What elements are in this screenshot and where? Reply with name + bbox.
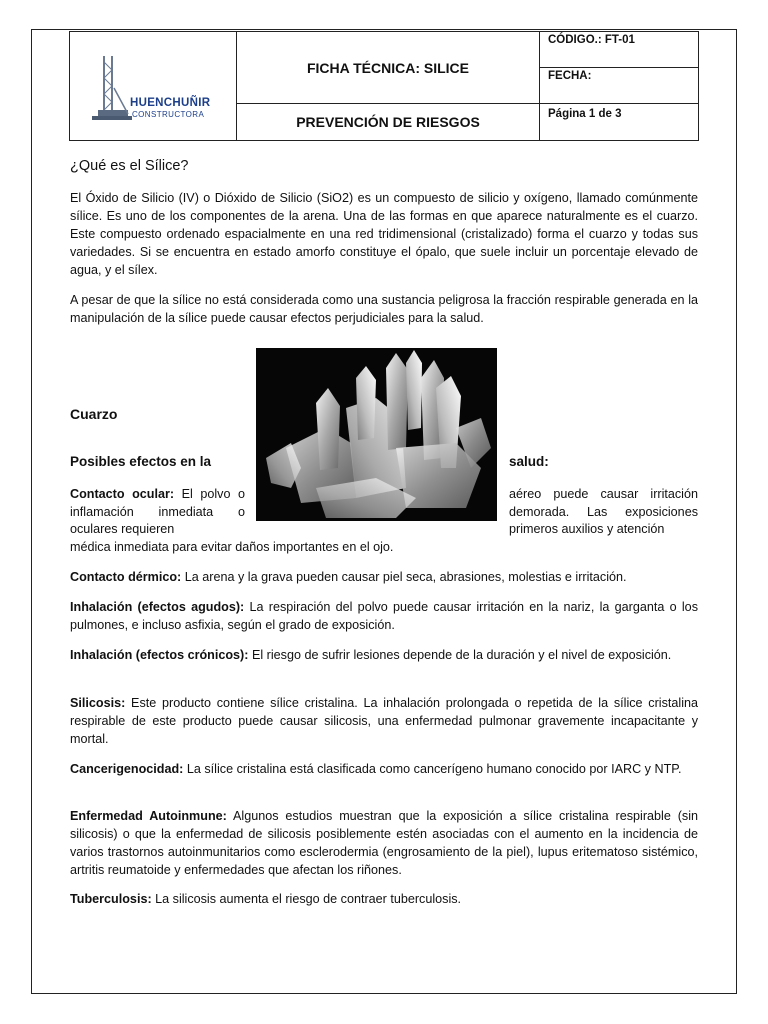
effects-heading-left: Posibles efectos en la [70,454,212,469]
effect-text: La respiración del polvo puede causar irritación en la nariz, la garganta o los pulmones, e incluso asfixia, según el grado de exposición. [70,600,698,632]
header-table [69,31,699,141]
effect-text: La silicosis aumenta el riesgo de contraer tuberculosis. [151,892,462,906]
ocular-left-body: El polvo o inflamación inmediata o oculares requieren [70,487,245,536]
quartz-crystal-image [256,348,497,521]
effect-label: Cancerigenocidad: [70,762,184,776]
effect-inhalacion-agudos [70,598,698,634]
intro-heading: ¿Qué es el Sílice? [70,158,189,174]
effects-heading-right: salud: [509,454,549,469]
logo-cell [70,32,237,141]
quartz-crystal-drawing [256,348,497,521]
effect-label: Contacto dérmico: [70,570,182,584]
meta-stack [540,32,699,104]
effect-text: La arena y la grava pueden causar piel seca, abrasiones, molestias e irritación. [181,570,627,584]
ocular-left-text [70,486,245,539]
effect-text: Algunos estudios muestran que la exposición a sílice cristalina respirable (sin silicosis) o que la enfermedad de silicosis posiblemente estén asociadas con el aumento en la incidencia de varios trastornos autoinmunitarios como esclerodermia (engrosamiento de la piel), lupus eritematoso sistémico, artritis reumatoide y enfermedades que afectan los riñones. [70,809,698,877]
effect-label: Silicosis: [70,696,126,710]
effect-tuberculosis [70,890,698,908]
effect-text: El riesgo de sufrir lesiones depende de la duración y el nivel de exposición. [248,648,672,662]
cuarzo-heading: Cuarzo [70,406,118,422]
effect-text: Este producto contiene sílice cristalina. La inhalación prolongada o repetida de la sílice cristalina respirable de este producto puede causar silicosis, una enfermedad pulmonar gravemente incapacitante y mortal. [70,696,698,746]
effect-silicosis [70,694,698,748]
company-logo [92,48,212,126]
logo-name: HUENCHUÑIR [130,97,211,109]
effect-label: Enfermedad Autoinmune: [70,809,227,823]
effect-inhalacion-cronicos [70,646,698,664]
document-subtitle: PREVENCIÓN DE RIESGOS [237,104,540,141]
intro-paragraph-2: A pesar de que la sílice no está considerada como una sustancia peligrosa la fracción respirable generada en la manipulación de la sílice puede causar efectos perjudiciales para la salud. [70,293,698,325]
effect-text: La sílice cristalina está clasificada como cancerígeno humano conocido por IARC y NTP. [183,762,682,776]
page-number: Página 1 de 3 [540,104,699,141]
effect-label: Tuberculosis: [70,892,152,906]
effect-dermico [70,568,698,586]
effect-label: Inhalación (efectos agudos): [70,600,245,614]
effect-autoinmune [70,807,698,879]
ocular-label: Contacto ocular: [70,487,175,501]
effect-label: Inhalación (efectos crónicos): [70,648,249,662]
code-field: CÓDIGO.: FT-01 [540,32,698,68]
ocular-right-text: aéreo puede causar irritación demorada. Las exposiciones primeros auxilios y atención [509,487,698,536]
date-field: FECHA: [548,70,592,82]
logo-sub: CONSTRUCTORA [132,110,205,119]
effect-cancerigenocidad [70,760,698,778]
intro-paragraph-1: El Óxido de Silicio (IV) o Dióxido de Silicio (SiO2) es un compuesto de silicio y oxígeno, llamado comúnmente sílice. Es uno de los componentes de la arena. Una de las formas en que aparece naturalmente es el cuarzo. Este compuesto ordenado espacialmente en una red tridimensional (cristalizado) forma el cuarzo y todas sus variedades. Si se encuentra en estado amorfo constituye el ópalo, que suele incluir un porcentaje elevado de agua, y el sílex. [70,191,698,277]
ocular-tail: médica inmediata para evitar daños importantes en el ojo. [70,540,394,554]
document-title: FICHA TÉCNICA: SILICE [237,32,540,104]
